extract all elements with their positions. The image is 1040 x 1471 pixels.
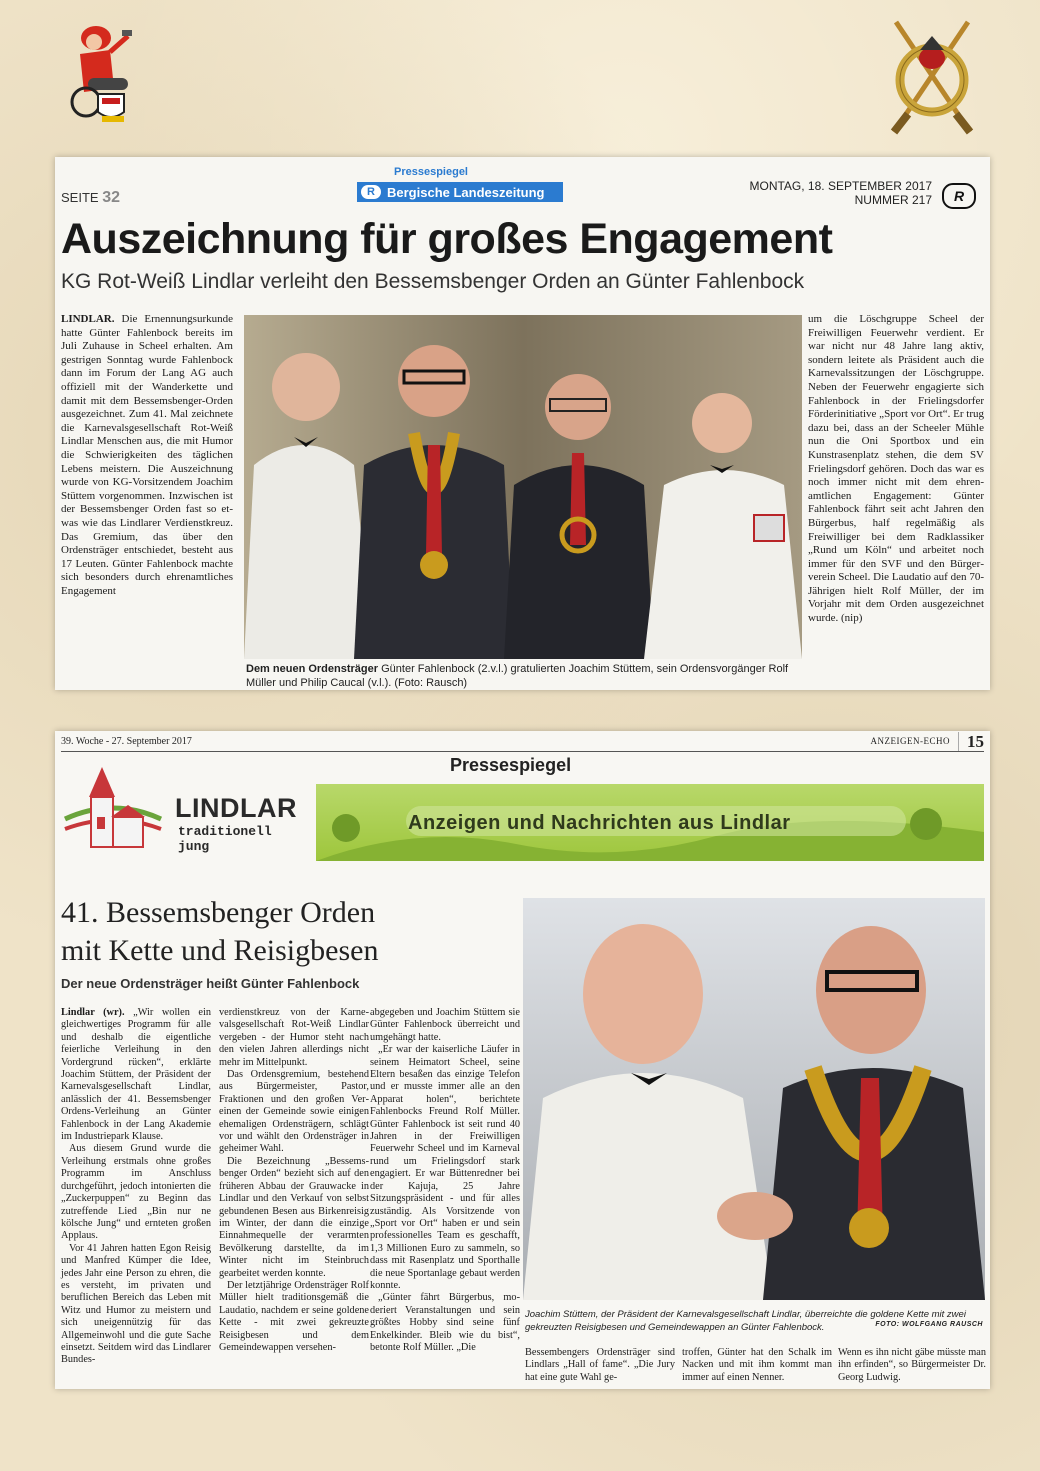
subheadline: Der neue Ordensträger heißt Günter Fahlenbock	[61, 976, 360, 991]
presse-label: Pressespiegel	[394, 166, 468, 178]
header-rule	[61, 751, 984, 752]
masthead-r-icon: R	[361, 185, 381, 199]
page-indicator: SEITE 32	[61, 189, 120, 206]
presse-label: Pressespiegel	[450, 755, 572, 775]
issue-week: 39. Woche - 27. September 2017	[61, 736, 192, 747]
newspaper-clipping-bergische-landeszeitung	[55, 157, 990, 690]
order-emblem-logo	[882, 14, 982, 138]
article-bottom-column-3: Wenn es ihn nicht gäbe müsste man ihn erfinden“, so Bürgermeister Dr. Georg Ludwig.	[838, 1347, 986, 1383]
issue-number: NUMMER 217	[854, 193, 932, 207]
town-tagline: traditionell jung	[178, 824, 272, 854]
subheadline: KG Rot-Weiß Lindlar verleiht den Bessemsbenger Orden an Günter Fahlenbock	[61, 270, 805, 293]
photo-credit: FOTO: WOLFGANG RAUSCH	[875, 1321, 983, 1328]
article-column-right: um die Löschgruppe Scheel der Freiwilligen Feuerwehr verdient. Er war nicht nur 48 Jahre lang aktiv, sondern leitete als Präsident auch die Karnevalssitzungen der Löschgruppe. Neben der Feuerwehr engagierte sich Fahlenbock in der Frielingsdorfer Förderinitiative „Sport vor Ort“. Er trug dazu bei, dass an der Scheeler Mühle nun die Oni Sportbox und ein Kunstrasenplatz stehen, die dem SV Frielingsdorf gehören. Doch das war es noch immer nicht mit dem ehrenamtlichen Engagement: Günter Fahlenbock fährt seit acht Jahren den Bürgerbus, half regelmäßig als Freiwilliger bei dem Radklassiker „Rund um Köln“ und arbeitet noch immer für den SVF und den Bürgerverein Scheel. Die Laudatio auf den 70-Jährigen hielt Rolf Müller, der im Vorjahr mit dem Orden ausgezeichnet wurde. (nip)	[808, 313, 984, 625]
article-column-2: verdienstkreuz von der Karnevalsgesellschaft Rot-Weiß Lindlar vergeben - der Humor steht nach den vielen Jahren allerdings nicht mehr im Mittelpunkt. Das Ordensgremium, bestehend aus Bürgermeister, Pastor, Fraktionen und den großen Vereinen der Gemeinde sowie einigen ehemaligen Ordensträgern, schlägt vor und wählt den Ordensträger in geheimer Wahl. Die Bezeichnung „Bessemsbenger Orden“ bezieht sich auf den früheren Abbau der Grauwacke in Lindlar und den Verkauf von selbst gebundenen Besen aus Birkenreisig im Winter, der dann die einzige Einnahmequelle der verarmten Bevölkerung darstellte, da im Winter nicht im Steinbruch gearbeitet werden konnte. Der letztjährige Ordensträger Rolf Müller hielt traditionsgemäß die Laudatio, nachdem er seine goldene Kette - mit zwei gekreuzte Reisigbesen und dem Gemeindewappen versehen-	[219, 1007, 369, 1353]
article-bottom-column-2: troffen, Günter hat den Schalk im Nacken und mit ihm kommt man immer auf einen Nenner.	[682, 1347, 832, 1383]
headline: Auszeichnung für großes Engagement	[61, 215, 833, 263]
article-bottom-column-1: Bessembengers Ordensträger sind Lindlars „Hall of fame“. „Die Jury hat eine gute Wahl ge-	[525, 1347, 675, 1383]
photo-caption: Joachim Stüttem, der Präsident der Karnevalsgesellschaft Lindlar, überreichte die goldene Kette mit zwei gekreuzten Reisigbesen und Gemeindewappen an Günter Fahlenbock. FOTO: WOLFGANG RAUSCH	[525, 1309, 983, 1333]
section-banner-title: Anzeigen und Nachrichten aus Lindlar	[408, 812, 791, 834]
page-number: 32	[102, 189, 120, 206]
newspaper-name: ANZEIGEN-ECHO	[870, 736, 950, 746]
lindlar-church-icon	[63, 757, 163, 857]
issue-date: MONTAG, 18. SEPTEMBER 2017	[749, 179, 932, 193]
paper-logo-icon: R	[942, 183, 976, 209]
newspaper-name: Bergische Landeszeitung	[387, 184, 545, 200]
dateline: Lindlar (wr).	[61, 1007, 125, 1018]
photo-caption: Dem neuen Ordensträger Günter Fahlenbock (2.v.l.) gratulierten Joachim Stüttem, sein Ordensvorgänger Rolf Müller und Philip Caucal (v.l.). (Foto: Rausch)	[246, 663, 789, 689]
article-column-left: LINDLAR. Die Ernennungsurkunde hatte Günter Fahlenbock bereits im Juli Zuhause in Scheel erhalten. Am gestrigen Sonntag wurde Fahlenbock dann im Forum der Lang AG auch offiziell mit der Wanderkette und damit mit dem Bessemsbenger-Orden ausgezeichnet. Zum 41. Mal zeichnete die Karnevalsgesellschaft Rot-Weiß Lindlar Menschen aus, die mit Humor die Schwierigkeiten des täglichen Lebens meistern. Die Auszeichnung wurde von KG-Vorsitzendem Joachim Stüttem vorgenommen. Inzwischen ist der Bessemsbenger Orden fast so etwas wie das Lindlarer Verdienstkreuz. Das Gremium, das über den Ordensträger entschiedet, besteht aus 17 Leuten. Günter Fahlenbock machte sich besonders durch ehrenamtliches Engagement	[61, 313, 233, 597]
newspaper-masthead	[357, 182, 563, 202]
headline: 41. Bessemsbenger Orden mit Kette und Reisigbesen	[61, 896, 379, 967]
issue-info	[749, 179, 932, 207]
handshake-photo	[523, 898, 985, 1300]
section-banner	[316, 784, 984, 861]
award-group-photo	[244, 315, 802, 659]
article-column-3: abgegeben und Joachim Stüttem sie Günter Fahlenbock überreicht und umgehängt hatte. „Er war der kaiserliche Läufer in seinem Heimatort Scheel, seine Eltern besaßen das einzige Telefon und er musste immer alle an den Apparat holen“, berichtete Fahlenbocks Freund Rolf Müller. Günter Fahlenbock ist seit rund 40 Jahren in der Freiwilligen Feuerwehr Scheel und im Karneval rund um Frielingsdorf stark engagiert. Er war Büttenredner bei der Kajuja, 25 Jahre Sitzungspräsident - und für alles zuständig. Als Vorsitzende von „Sport vor Ort“ haben er und sein professionelles Team es geschafft, 1,3 Millionen Euro zu sammeln, so dass mit Rasenplatz und Sporthalle die neue Sportanlage gebaut werden konnte. „Günter fährt Bürgerbus, moderiert Veranstaltungen und sein größtes Hobby sind seine fünf Enkelkinder. Bleib wie du bist“, betonte Rolf Müller. „Die	[370, 1007, 520, 1353]
dateline: LINDLAR.	[61, 313, 115, 325]
club-mascot-logo	[58, 18, 146, 128]
article-column-1: Lindlar (wr). „Wir wollen ein gleichwertiges Programm für alle und deshalb die eigentliche feierliche Verleihung in den Vordergrund rücken“, erklärte Joachim Stüttem, der Präsident der Karnevalsgesellschaft Lindlar, anlässlich der 41. Bessemsbenger Ordens-Verleihung an Günter Fahlenbock in der Lang Akademie im Industriepark Klause. Aus diesem Grund wurde die Verleihung erstmals ohne großes Programm im Anschluss durchgeführt, jedoch intonierten die „Zuckerpuppen“ zu Beginn das zutreffende Lied „Bin nur ne kölsche Jung“ und ernteten großen Applaus. Vor 41 Jahren hatten Egon Reisig und Manfred Kümper die Idee, jedes Jahr eine Person zu ehren, die es versteht, im privaten und beruflichen Bereich das Leben mit Witz und Humor zu meistern und sich uneigennützig für das Allgemeinwohl und die gute Sache einsetzt. Seitdem wird das Lindlarer Bundes-	[61, 1007, 212, 1366]
newspaper-clipping-anzeigen-echo	[55, 731, 990, 1389]
page-number: 15	[958, 732, 984, 752]
town-name: LINDLAR	[175, 793, 297, 823]
